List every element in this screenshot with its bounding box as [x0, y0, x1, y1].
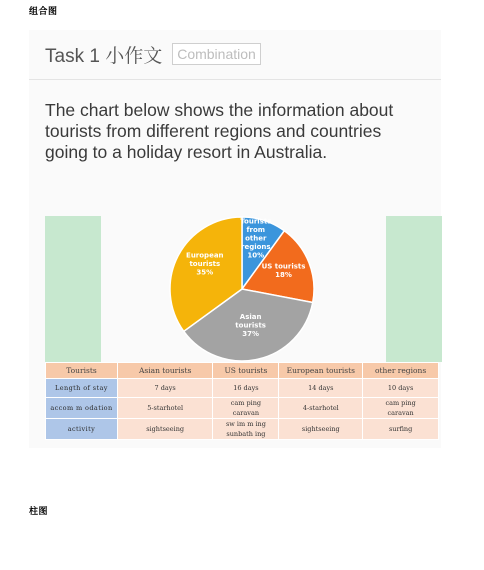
section-label-combination: 组合图: [29, 7, 58, 17]
table-cell: surfing: [363, 419, 439, 440]
pie-label-european: 35%: [196, 268, 214, 277]
pie-label-other: regions: [241, 243, 271, 252]
section-label-bar: 柱图: [29, 507, 49, 517]
row-header-cell: activity: [46, 419, 118, 440]
pie-label-asian: Asian: [239, 313, 262, 322]
tourist-info-table: [45, 362, 439, 440]
table-header-row: [46, 363, 439, 379]
task-title: Task 1 小作文: [45, 45, 163, 67]
pie-label-other: Tourists: [240, 217, 272, 226]
table-header-cell: US tourists: [213, 363, 279, 379]
table-cell: cam ping caravan: [213, 398, 279, 419]
slide: [29, 30, 441, 448]
table-header-cell: other regions: [363, 363, 439, 379]
table-header-cell: European tourists: [279, 363, 363, 379]
table-cell: 14 days: [279, 379, 363, 398]
row-header-cell: accom m odation: [46, 398, 118, 419]
row-header-cell: Length of stay: [46, 379, 118, 398]
table-cell: 4-starhotel: [279, 398, 363, 419]
pie-label-us: 18%: [275, 270, 292, 279]
pie-label-other: other: [245, 234, 267, 243]
pie-label-asian: 37%: [242, 330, 260, 339]
table-row: [46, 398, 439, 419]
table-cell: 16 days: [213, 379, 279, 398]
table-row: [46, 379, 439, 398]
table-row: [46, 419, 439, 440]
pie-label-european: European: [186, 251, 224, 260]
title-row: [45, 40, 261, 68]
pie-label-us: US tourists: [261, 262, 306, 271]
table-cell: sw im m ing sunbath ing: [213, 419, 279, 440]
right-green-panel: [386, 216, 442, 362]
combination-tag: Combination: [172, 43, 261, 65]
pie-label-european: tourists: [189, 260, 221, 269]
pie-label-other: 10%: [247, 251, 265, 260]
table-cell: sightseeing: [117, 419, 212, 440]
table-cell: sightseeing: [279, 419, 363, 440]
pie-label-asian: tourists: [235, 321, 266, 330]
task-description: The chart below shows the information about tourists from different regions and countries going to a holiday resort in Australia.: [45, 100, 394, 162]
pie-chart: [162, 214, 322, 364]
table-cell: 10 days: [363, 379, 439, 398]
table-header-cell: Asian tourists: [117, 363, 212, 379]
left-green-panel: [45, 216, 101, 362]
table-cell: 7 days: [117, 379, 212, 398]
table-cell: cam ping caravan: [363, 398, 439, 419]
table-header-cell: Tourists: [46, 363, 118, 379]
title-divider: [29, 79, 441, 80]
table-cell: 5-starhotel: [117, 398, 212, 419]
pie-label-other: from: [246, 226, 266, 235]
